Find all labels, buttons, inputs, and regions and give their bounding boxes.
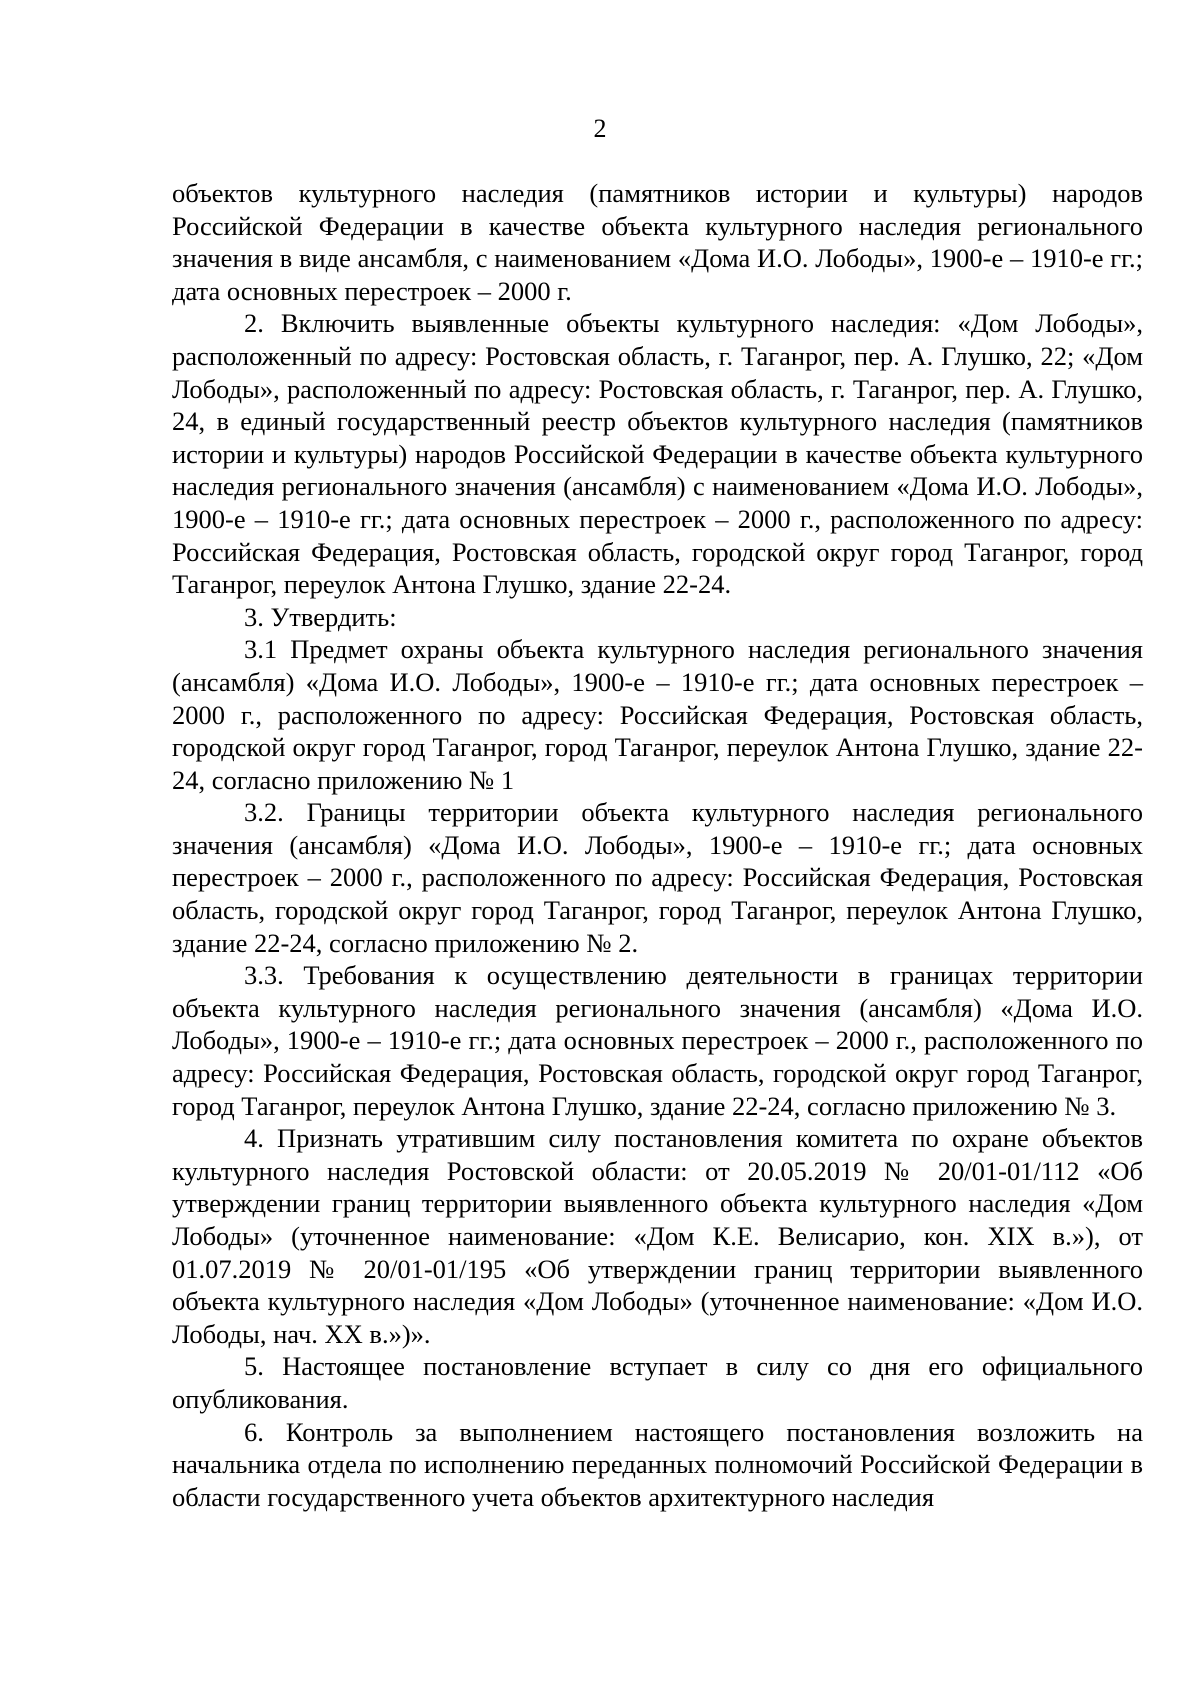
paragraph-item-3: 3. Утвердить: [244,601,397,632]
paragraph-item-6: 6. Контроль за выполнением настоящего постановления возложить на начальника отдела по исполнению переданных полномочий Российской Федерации в области государственного учета объектов архитектурного наследия [172,1416,1143,1512]
paragraph-item-4: 4. Признать утратившим силу постановления комитета по охране объектов культурного наследия Ростовской области: от 20.05.2019 № 20/01-01/112 «Об утверждении границ территории выявленного объекта культурного наследия «Дом Лободы» (уточненное наименование: «Дом К.Е. Велисарио, кон. XIX в.»), от 01.07.2019 № 20/01-01/195 «Об утверждении границ территории выявленного объекта культурного наследия «Дом Лободы» (уточненное наименование: «Дом И.О. Лободы, нач. XX в.»)». [172,1123,1143,1349]
paragraph-item-3-3: 3.3. Требования к осуществлению деятельности в границах территории объекта культурного наследия регионального значения (ансамбля) «Дома И.О. Лободы», 1900-е – 1910-е гг.; дата основных перестроек – 2000 г., расположенного по адресу: Российская Федерация, Ростовская область, городской округ город Таганрог, город Таганрог, переулок Антона Глушко, здание 22-24, согласно приложению № 3. [172,960,1143,1121]
paragraph-item-3-1: 3.1 Предмет охраны объекта культурного наследия регионального значения (ансамбля) «Дома И.О. Лободы», 1900-е – 1910-е гг.; дата основных перестроек – 2000 г., расположенного по адресу: Российская Федерация, Ростовская область, городской округ город Таганрог, город Таганрог, переулок Антона Глушко, здание 22-24, согласно приложению № 1 [172,634,1143,795]
paragraph-item-3-2: 3.2. Границы территории объекта культурного наследия регионального значения (ансамбля) «Дома И.О. Лободы», 1900-е – 1910-е гг.; дата основных перестроек – 2000 г., расположенного по адресу: Российская Федерация, Ростовская область, городской округ город Таганрог, город Таганрог, переулок Антона Глушко, здание 22-24, согласно приложению № 2. [172,797,1143,958]
paragraph-item-2: 2. Включить выявленные объекты культурного наследия: «Дом Лободы», расположенный по адресу: Ростовская область, г. Таганрог, пер. А. Глушко, 22; «Дом Лободы», расположенный по адресу: Ростовская область, г. Таганрог, пер. А. Глушко, 24, в единый государственный реестр объектов культурного наследия (памятников истории и культуры) народов Российской Федерации в качестве объекта культурного наследия регионального значения (ансамбля) с наименованием «Дома И.О. Лободы», 1900-е – 1910-е гг.; дата основных перестроек – 2000 г., расположенного по адресу: Российская Федерация, Ростовская область, городской округ город Таганрог, город Таганрог, переулок Антона Глушко, здание 22-24. [172,308,1143,600]
paragraph-continuation: объектов культурного наследия (памятников истории и культуры) народов Российской Федерации в качестве объекта культурного наследия регионального значения в виде ансамбля, с наименованием «Дома И.О. Лободы», 1900-е – 1910-е гг.; дата основных перестроек – 2000 г. [172,178,1143,306]
paragraph-item-5: 5. Настоящее постановление вступает в силу со дня его официального опубликования. [172,1351,1143,1414]
document-body [172,177,1143,1513]
page-number: 2 [593,114,607,143]
